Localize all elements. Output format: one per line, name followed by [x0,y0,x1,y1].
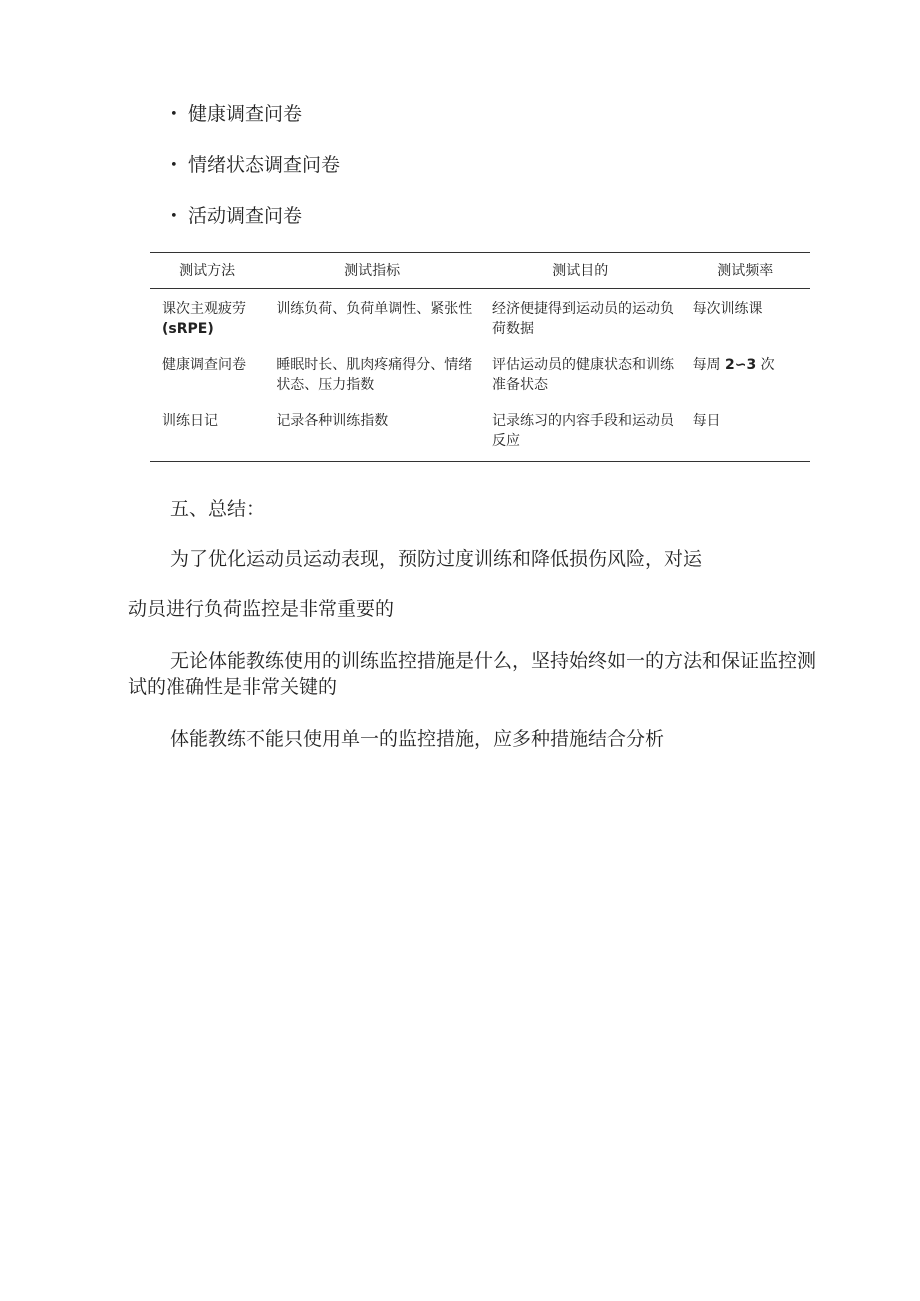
bullet-item [170,198,340,249]
cell-indicator: 睡眠时长、肌肉疼痛得分、情绪状态、压力指数 [276,357,473,393]
freq-number: 2∽3 [725,357,757,373]
cell-indicator: 训练负荷、负荷单调性、紧张性 [276,301,473,317]
cell-frequency [681,289,810,346]
bullet-text: 活动调查问卷 [188,205,303,227]
freq-text: 每次训练课 [692,301,763,317]
header-purpose: 测试目的 [480,253,681,289]
monitoring-table [150,252,810,462]
paragraph-3: 体能教练不能只使用单一的监控措施，应多种措施结合分析 [170,728,665,750]
cell-frequency [681,401,810,462]
bullet-text: 健康调查问卷 [188,103,303,125]
cell-method [150,289,264,346]
paragraph-1-line-1: 为了优化运动员运动表现，预防过度训练和降低损伤风险，对运 [170,548,703,570]
paragraph-1-line-2: 动员进行负荷监控是非常重要的 [128,598,395,620]
table-header-row [150,253,810,289]
bullet-text: 情绪状态调查问卷 [188,154,341,176]
cell-method: 训练日记 [150,401,264,462]
method-suffix: (sRPE) [162,321,214,337]
cell-frequency [681,345,810,401]
header-indicator: 测试指标 [264,253,480,289]
bullet-list [170,96,340,249]
bullet-dot-icon: • [170,209,178,224]
freq-unit: 次 [756,357,775,373]
table-row [150,401,810,462]
cell-purpose: 经济便捷得到运动员的运动负荷数据 [491,301,674,337]
method-text: 课次主观疲劳 [162,301,246,317]
paragraph-2: 无论体能教练使用的训练监控措施是什么，坚持始终如一的方法和保证监控测试的准确性是非常关键的 [128,650,817,698]
cell-purpose: 记录练习的内容手段和运动员反应 [480,401,681,462]
cell-method: 健康调查问卷 [162,357,246,373]
freq-text: 每日 [692,413,721,429]
freq-text: 每周 [692,357,726,373]
cell-indicator: 记录各种训练指数 [264,401,480,462]
bullet-dot-icon: • [170,107,178,122]
header-frequency: 测试频率 [681,253,810,289]
header-method: 测试方法 [150,253,264,289]
section-title: 五、总结： [170,498,266,520]
bullet-item [170,96,340,147]
cell-purpose: 评估运动员的健康状态和训练准备状态 [491,357,674,393]
table-row [150,345,810,401]
table-row [150,289,810,346]
bullet-dot-icon: • [170,158,178,173]
bullet-item [170,147,340,198]
